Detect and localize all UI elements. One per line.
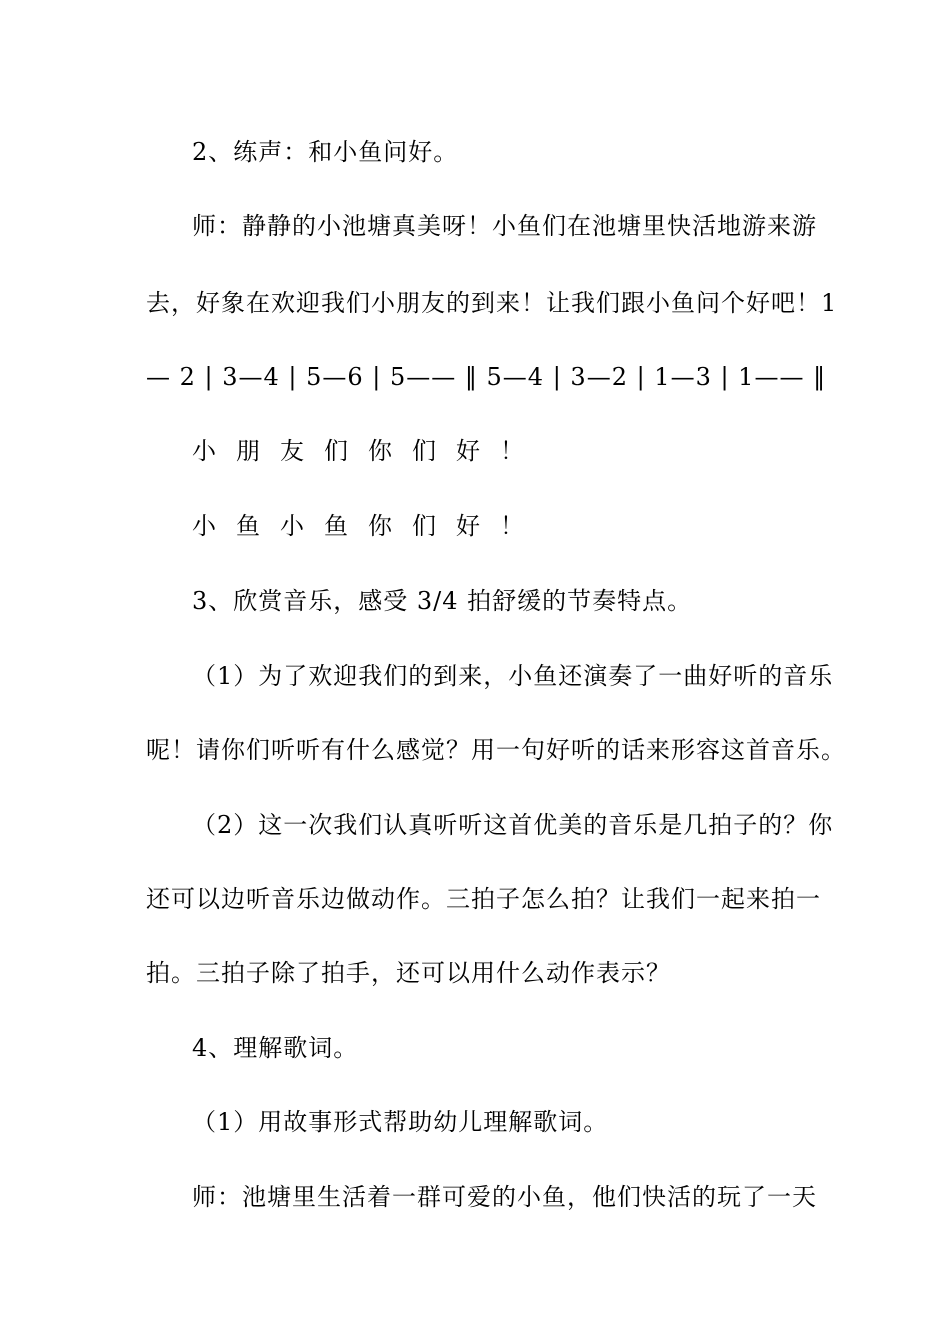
section-heading-music-appreciation: 3、欣赏音乐，感受 3/4 拍舒缓的节奏特点。: [192, 587, 693, 615]
paragraph-line: 拍。三拍子除了拍手，还可以用什么动作表示？: [146, 959, 671, 987]
paragraph-line: 师：池塘里生活着一群可爱的小鱼，他们快活的玩了一天: [192, 1183, 817, 1211]
paragraph-line: 去，好象在欢迎我们小朋友的到来！让我们跟小鱼问个好吧！1: [146, 289, 838, 317]
music-notation-line: — 2 | 3—4 | 5—6 | 5—— ‖ 5—4 | 3—2 | 1—3 | 1—— ‖: [146, 363, 827, 391]
lyric-line: 小鱼小鱼你们好！: [192, 512, 544, 540]
paragraph-line: （2）这一次我们认真听听这首优美的音乐是几拍子的？你: [192, 811, 834, 839]
paragraph-line: 师：静静的小池塘真美呀！小鱼们在池塘里快活地游来游: [192, 212, 817, 240]
paragraph-line: （1）为了欢迎我们的到来，小鱼还演奏了一曲好听的音乐: [192, 662, 834, 690]
paragraph-line: （1）用故事形式帮助幼儿理解歌词。: [192, 1108, 609, 1136]
paragraph-line: 还可以边听音乐边做动作。三拍子怎么拍？让我们一起来拍一: [146, 885, 821, 913]
section-heading-lyrics: 4、理解歌词。: [192, 1034, 359, 1062]
section-heading-vocal-practice: 2、练声：和小鱼问好。: [192, 138, 459, 166]
paragraph-line: 呢！请你们听听有什么感觉？用一句好听的话来形容这首音乐。: [146, 736, 846, 764]
lyric-line: 小朋友们你们好！: [192, 437, 544, 465]
